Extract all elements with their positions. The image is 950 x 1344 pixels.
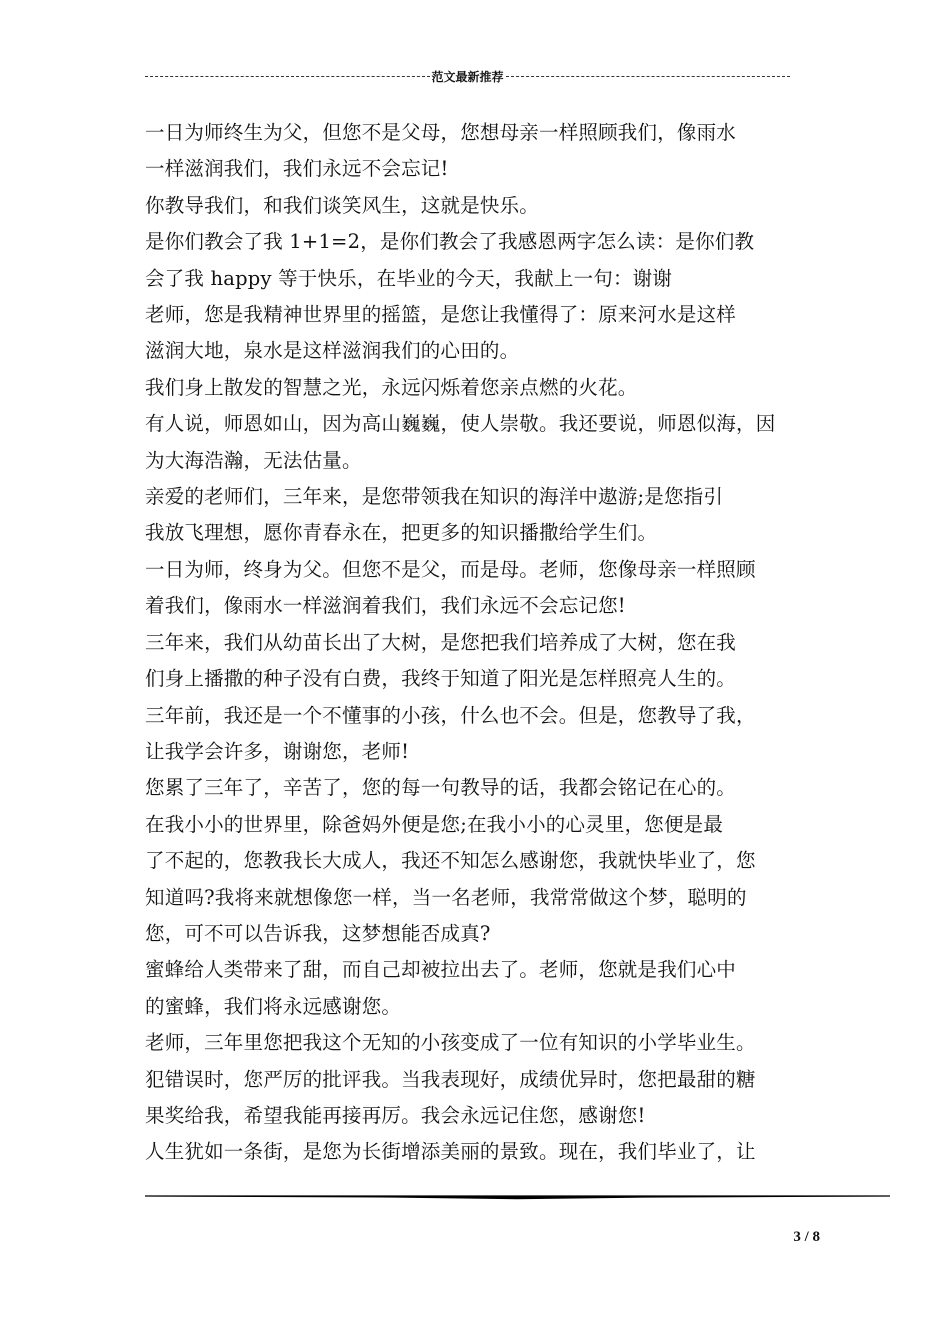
footer-divider: [145, 1195, 890, 1201]
text-line: 人生犹如一条街，是您为长街增添美丽的景致。现在，我们毕业了，让: [145, 1140, 756, 1164]
header-dash-right: [506, 76, 791, 77]
text-line: 会了我 happy 等于快乐，在毕业的今天，我献上一句：谢谢: [145, 266, 673, 290]
text-line: 你教导我们，和我们谈笑风生，这就是快乐。: [145, 193, 540, 217]
text-line: 亲爱的老师们，三年来，是您带领我在知识的海洋中遨游;是您指引: [145, 485, 724, 509]
page-number: 3 / 8: [793, 1229, 820, 1245]
text-line: 滋润大地，泉水是这样滋润我们的心田的。: [145, 339, 520, 363]
text-line: 是你们教会了我 1+1=2，是你们教会了我感恩两字怎么读：是你们教: [145, 230, 755, 254]
document-body: [145, 115, 825, 1171]
text-line: 了不起的，您教我长大成人，我还不知怎么感谢您，我就快毕业了，您: [145, 849, 756, 873]
text-line: 一日为师终生为父，但您不是父母，您想母亲一样照顾我们，像雨水: [145, 121, 737, 144]
text-line: 老师，您是我精神世界里的摇篮，是您让我懂得了：原来河水是这样: [145, 303, 737, 327]
text-line: 为大海浩瀚，无法估量。: [145, 448, 362, 472]
text-line: 我们身上散发的智慧之光，永远闪烁着您亲点燃的火花。: [145, 375, 638, 399]
text-line: 您，可不可以告诉我，这梦想能否成真?: [145, 921, 491, 945]
text-line: 有人说，师恩如山，因为高山巍巍，使人崇敬。我还要说，师恩似海，因: [145, 412, 776, 436]
text-line: 在我小小的世界里，除爸妈外便是您;在我小小的心灵里，您便是最: [145, 812, 724, 836]
text-line: 老师，三年里您把我这个无知的小孩变成了一位有知识的小学毕业生。: [145, 1031, 756, 1055]
text-line: 一样滋润我们，我们永远不会忘记!: [145, 157, 449, 181]
text-line: 蜜蜂给人类带来了甜，而自己却被拉出去了。老师，您就是我们心中: [145, 958, 737, 982]
text-line: 您累了三年了，辛苦了，您的每一句教导的话，我都会铭记在心的。: [145, 776, 737, 800]
header-title: 范文最新推荐: [431, 69, 504, 84]
page-header: [145, 66, 790, 86]
text-line: 让我学会许多，谢谢您，老师!: [145, 739, 410, 763]
text-line: 一日为师，终身为父。但您不是父，而是母。老师，您像母亲一样照顾: [145, 557, 756, 581]
text-line: 我放飞理想，愿你青春永在，把更多的知识播撒给学生们。: [145, 521, 658, 545]
text-line: 知道吗?我将来就想像您一样，当一名老师，我常常做这个梦，聪明的: [145, 885, 747, 909]
text-line: 的蜜蜂，我们将永远感谢您。: [145, 994, 402, 1018]
text-line: 着我们，像雨水一样滋润着我们，我们永远不会忘记您!: [145, 594, 626, 618]
text-line: 们身上播撒的种子没有白费，我终于知道了阳光是怎样照亮人生的。: [145, 667, 737, 691]
text-line: 果奖给我，希望我能再接再厉。我会永远记住您，感谢您!: [145, 1103, 646, 1127]
text-line: 三年前，我还是一个不懂事的小孩，什么也不会。但是，您教导了我，: [145, 703, 756, 727]
text-line: 犯错误时，您严厉的批评我。当我表现好，成绩优异时，您把最甜的糖: [145, 1067, 756, 1091]
text-line: 三年来，我们从幼苗长出了大树，是您把我们培养成了大树，您在我: [145, 630, 737, 654]
header-dash-left: [145, 76, 430, 77]
